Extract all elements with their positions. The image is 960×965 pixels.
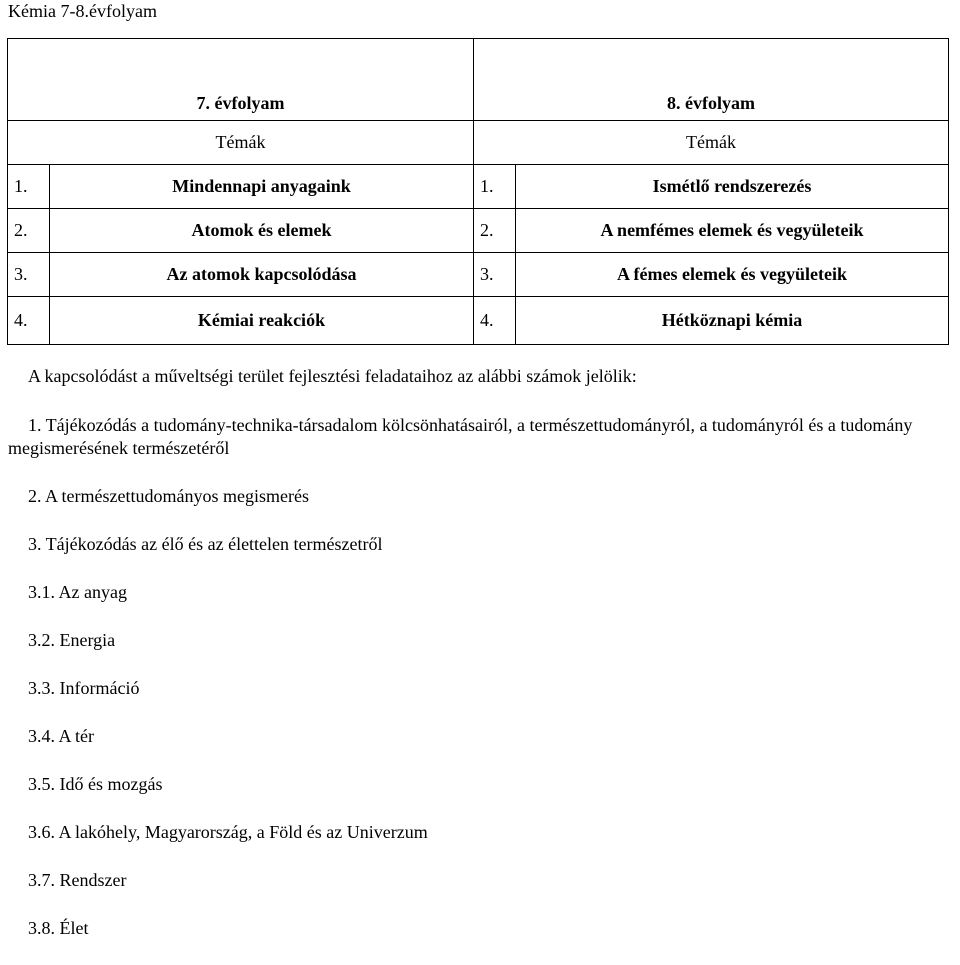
topics-label-8: Témák — [474, 121, 949, 165]
row-number-7: 3. — [8, 253, 50, 297]
year-header-row — [8, 39, 949, 121]
row-number-7: 2. — [8, 209, 50, 253]
list-item: 3.2. Energia — [28, 630, 116, 650]
list-item: 3.1. Az anyag — [28, 582, 127, 602]
row-number-7: 1. — [8, 165, 50, 209]
table-row — [8, 253, 949, 297]
row-number-8: 1. — [474, 165, 516, 209]
topics-label-7: Témák — [8, 121, 474, 165]
topic-7: Atomok és elemek — [50, 209, 474, 253]
topic-8: A fémes elemek és vegyületeik — [516, 253, 949, 297]
year-7-header: 7. évfolyam — [8, 39, 474, 121]
topic-7: Az atomok kapcsolódása — [50, 253, 474, 297]
list-item: 2. A természettudományos megismerés — [28, 486, 309, 506]
list-item: 3.5. Idő és mozgás — [28, 774, 163, 794]
topic-8: Ismétlő rendszerezés — [516, 165, 949, 209]
topics-table — [7, 38, 949, 345]
objectives-list — [8, 414, 958, 965]
list-item: 3.7. Rendszer — [28, 870, 127, 890]
row-number-8: 3. — [474, 253, 516, 297]
list-item: 3.4. A tér — [28, 726, 94, 746]
topic-7: Kémiai reakciók — [50, 297, 474, 345]
list-item: 3.8. Élet — [28, 918, 89, 938]
row-number-8: 4. — [474, 297, 516, 345]
table-row — [8, 209, 949, 253]
topic-8: Hétköznapi kémia — [516, 297, 949, 345]
year-8-header: 8. évfolyam — [474, 39, 949, 121]
row-number-7: 4. — [8, 297, 50, 345]
document-title: Kémia 7-8.évfolyam — [8, 1, 157, 21]
list-item: 3.3. Információ — [28, 678, 140, 698]
list-item: 3. Tájékozódás az élő és az élettelen természetről — [28, 534, 383, 554]
topics-label-row — [8, 121, 949, 165]
topic-8: A nemfémes elemek és vegyületeik — [516, 209, 949, 253]
topic-7: Mindennapi anyagaink — [50, 165, 474, 209]
objectives-caption: A kapcsolódást a műveltségi terület fejlesztési feladataihoz az alábbi számok jelölik: — [28, 366, 637, 386]
list-item: 1. Tájékozódás a tudomány-technika-társadalom kölcsönhatásairól, a természettudományról, a tudományról és a tudomány megismerésének természetéről — [8, 415, 913, 458]
list-item: 3.6. A lakóhely, Magyarország, a Föld és az Univerzum — [28, 822, 428, 842]
table-row — [8, 165, 949, 209]
row-number-8: 2. — [474, 209, 516, 253]
table-row — [8, 297, 949, 345]
